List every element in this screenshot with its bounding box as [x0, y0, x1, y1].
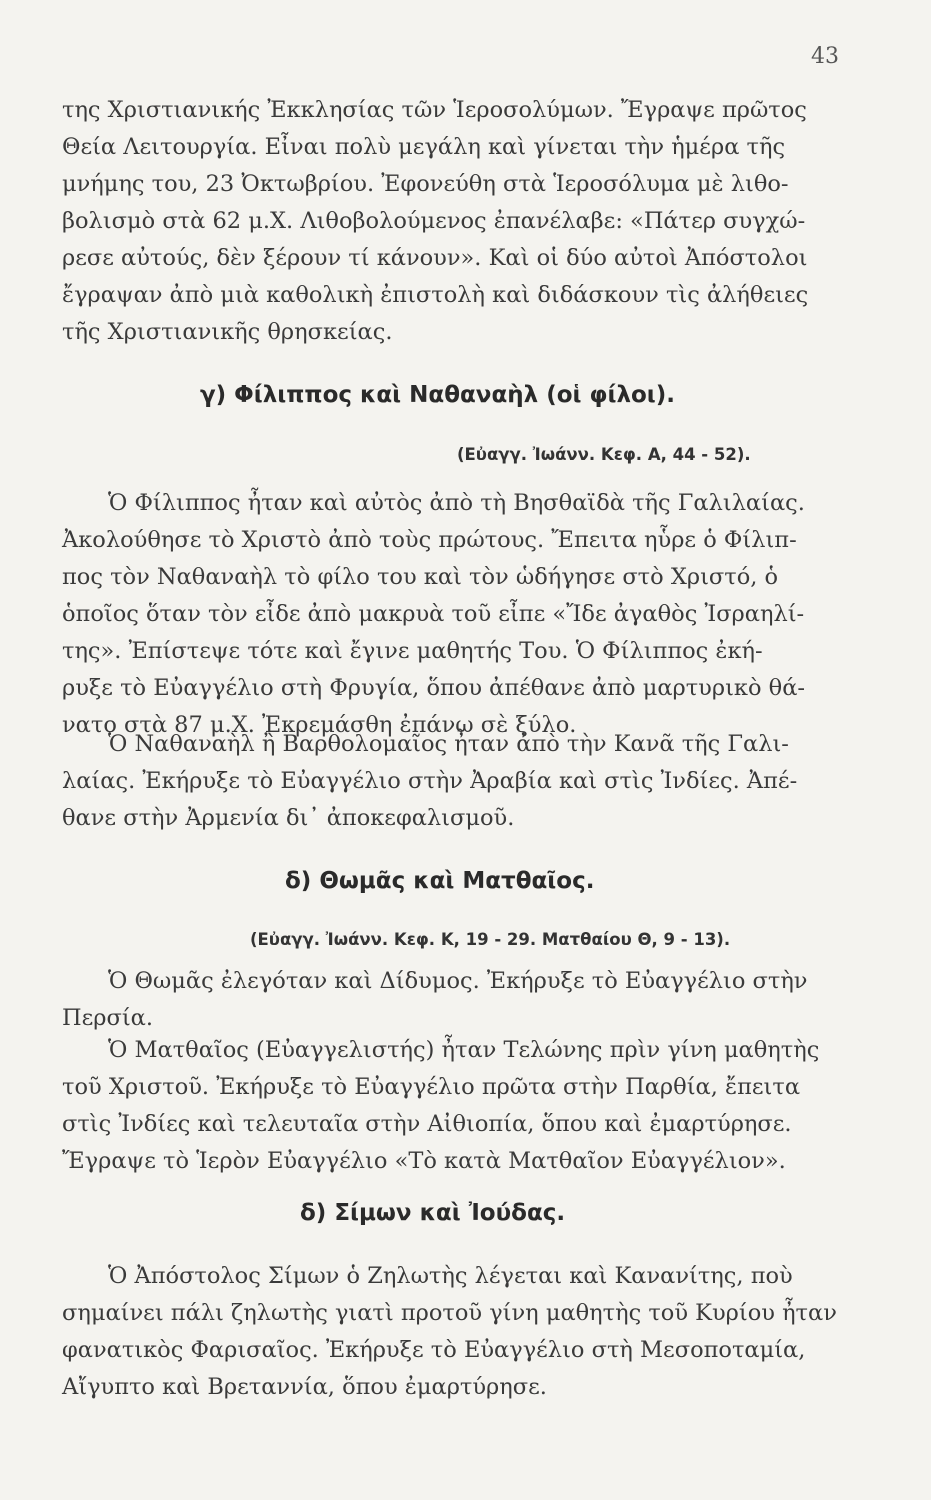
- opening-paragraph: [62, 92, 830, 351]
- text-line: νατο στὰ 87 μ.Χ. Ἐκρεμάσθη ἐπάνω σὲ ξύλο.: [62, 712, 577, 738]
- page-number: 43: [811, 44, 839, 69]
- text-line: λαίας. Ἐκήρυξε τὸ Εὐαγγέλιο στὴν Ἀραβία καὶ στὶς Ἰνδίες. Ἀπέ-: [62, 768, 798, 794]
- text-line: ρεσε αὐτούς, δὲν ξέρουν τί κάνουν». Καὶ οἱ δύο αὐτοὶ Ἀπόστολοι: [62, 245, 808, 271]
- text-line: Ὁ Ἀπόστολος Σίμων ὁ Ζηλωτὴς λέγεται καὶ Κανανίτης, ποὺ: [108, 1263, 793, 1289]
- text-line: Ἀκολούθησε τὸ Χριστὸ ἀπὸ τοὺς πρώτους. Ἔπειτα ηὗρε ὁ Φίλιπ-: [62, 527, 797, 553]
- text-line: Αἴγυπτο καὶ Βρεταννία, ὅπου ἐμαρτύρησε.: [62, 1374, 547, 1400]
- text-line: της». Ἐπίστεψε τότε καὶ ἔγινε μαθητής Του. Ὁ Φίλιππος ἐκή-: [62, 638, 763, 664]
- philip-paragraph: [62, 485, 830, 744]
- text-line: θανε στὴν Ἀρμενία δι᾽ ἀποκεφαλισμοῦ.: [62, 805, 515, 831]
- matthew-paragraph: [62, 1032, 830, 1180]
- section-reference-philip-nathanael: (Εὐαγγ. Ἰωάνν. Κεφ. Α, 44 - 52).: [457, 445, 751, 464]
- text-line: Περσία.: [62, 1005, 154, 1031]
- text-line: ὁποῖος ὅταν τὸν εἶδε ἀπὸ μακρυὰ τοῦ εἶπε «Ἴδε ἀγαθὸς Ἰσραηλί-: [62, 601, 805, 627]
- text-line: πος τὸν Ναθαναὴλ τὸ φίλο του καὶ τὸν ὡδήγησε στὸ Χριστό, ὁ: [62, 564, 779, 590]
- section-heading-thomas-matthew: δ) Θωμᾶς καὶ Ματθαῖος.: [285, 868, 595, 894]
- text-line: βολισμὸ στὰ 62 μ.Χ. Λιθοβολούμενος ἐπανέλαβε: «Πάτερ συγχώ-: [62, 208, 806, 234]
- text-line: φανατικὸς Φαρισαῖος. Ἐκήρυξε τὸ Εὐαγγέλιο στὴ Μεσοποταμία,: [62, 1337, 806, 1363]
- text-line: τοῦ Χριστοῦ. Ἐκήρυξε τὸ Εὐαγγέλιο πρῶτα στὴν Παρθία, ἔπειτα: [62, 1074, 801, 1100]
- text-line: τῆς Χριστιανικῆς θρησκείας.: [62, 319, 393, 345]
- text-line: της Χριστιανικής Ἐκκλησίας τῶν Ἱεροσολύμων. Ἔγραψε πρῶτος: [62, 97, 807, 123]
- text-line: Θεία Λειτουργία. Εἶναι πολὺ μεγάλη καὶ γίνεται τὴν ἡμέρα τῆς: [62, 134, 786, 160]
- text-line: στὶς Ἰνδίες καὶ τελευταῖα στὴν Αἰθιοπία, ὅπου καὶ ἐμαρτύρησε.: [62, 1111, 792, 1137]
- text-line: Ὁ Θωμᾶς ἐλεγόταν καὶ Δίδυμος. Ἐκήρυξε τὸ Εὐαγγέλιο στὴν: [108, 968, 808, 994]
- text-line: Ὁ Ματθαῖος (Εὐαγγελιστής) ἦταν Τελώνης πρὶν γίνη μαθητὴς: [108, 1037, 820, 1063]
- text-line: σημαίνει πάλι ζηλωτὴς γιατὶ προτοῦ γίνη μαθητὴς τοῦ Κυρίου ἦταν: [62, 1300, 837, 1326]
- section-heading-philip-nathanael: γ) Φίλιππος καὶ Ναθαναὴλ (οἱ φίλοι).: [200, 382, 676, 408]
- nathanael-paragraph: [62, 726, 830, 837]
- text-line: Ὁ Ναθαναὴλ ἢ Βαρθολομαῖος ἦταν ἀπὸ τὴν Κανᾶ τῆς Γαλι-: [108, 731, 789, 757]
- text-line: ρυξε τὸ Εὐαγγέλιο στὴ Φρυγία, ὅπου ἀπέθανε ἀπὸ μαρτυρικὸ θά-: [62, 675, 806, 701]
- thomas-paragraph: [62, 963, 830, 1037]
- text-line: Ὁ Φίλιππος ἦταν καὶ αὐτὸς ἀπὸ τὴ Βησθαϊδὰ τῆς Γαλιλαίας.: [108, 490, 805, 516]
- section-heading-simon-judas: δ) Σίμων καὶ Ἰούδας.: [300, 1200, 566, 1226]
- section-reference-thomas-matthew: (Εὐαγγ. Ἰωάνν. Κεφ. Κ, 19 - 29. Ματθαίου Θ, 9 - 13).: [250, 930, 731, 949]
- text-line: Ἔγραψε τὸ Ἱερὸν Εὐαγγέλιο «Τὸ κατὰ Ματθαῖον Εὐαγγέλιον».: [62, 1148, 786, 1174]
- simon-paragraph: [62, 1258, 837, 1406]
- text-line: ἔγραψαν ἀπὸ μιὰ καθολικὴ ἐπιστολὴ καὶ διδάσκουν τὶς ἀλήθειες: [62, 282, 809, 308]
- text-line: μνήμης του, 23 Ὀκτωβρίου. Ἐφονεύθη στὰ Ἱεροσόλυμα μὲ λιθο-: [62, 171, 789, 197]
